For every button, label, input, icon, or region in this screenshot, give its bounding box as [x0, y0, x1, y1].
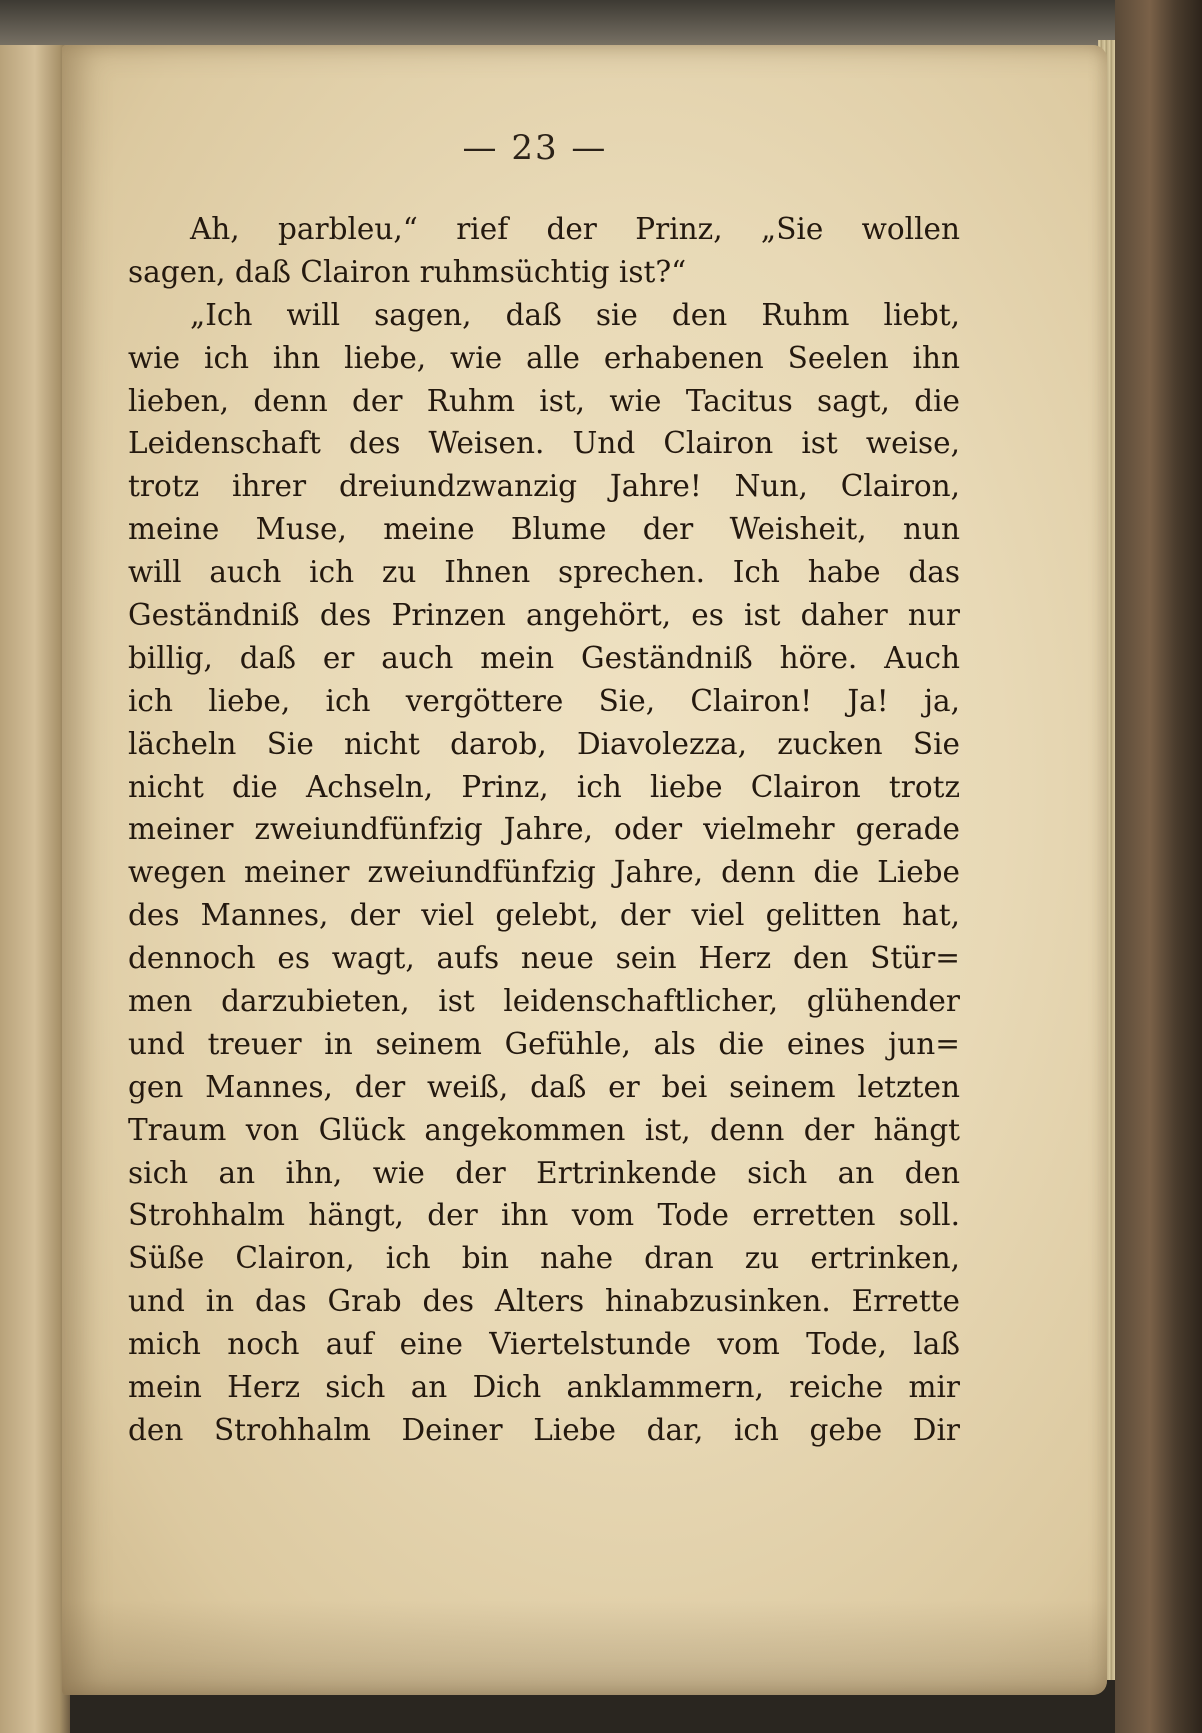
text-line: ich liebe, ich vergöttere Sie, Clairon! Ja! ja, [128, 683, 960, 718]
text-line: Geständniß des Prinzen angehört, es ist daher nur [128, 598, 960, 633]
text-line: sagen, daß Clairon ruhmsüchtig ist?“ [128, 254, 687, 289]
text-line: lächeln Sie nicht darob, Diavolezza, zucken Sie [128, 726, 960, 761]
text-line: des Mannes, der viel gelebt, der viel gelitten hat, [128, 898, 960, 933]
text-line: sich an ihn, wie der Ertrinkende sich an den [128, 1155, 960, 1190]
text-line: und in das Grab des Alters hinabzusinken. Errette [128, 1284, 960, 1319]
page-text [128, 208, 960, 1452]
text-line: Leidenschaft des Weisen. Und Clairon ist weise, [128, 426, 960, 461]
text-line: trotz ihrer dreiundzwanzig Jahre! Nun, Clairon, [128, 469, 960, 504]
text-line: wegen meiner zweiundfünfzig Jahre, denn die Liebe [128, 855, 960, 890]
text-line: nicht die Achseln, Prinz, ich liebe Clairon trotz [128, 769, 960, 804]
text-line: dennoch es wagt, aufs neue sein Herz den Stür= [128, 941, 960, 976]
text-line: Süße Clairon, ich bin nahe dran zu ertrinken, [128, 1241, 960, 1276]
text-line: men darzubieten, ist leidenschaftlicher, glühender [128, 984, 960, 1019]
text-line: Traum von Glück angekommen ist, denn der hängt [128, 1112, 960, 1147]
page-shadow [62, 1600, 1107, 1695]
text-line: meine Muse, meine Blume der Weisheit, nun [128, 512, 960, 547]
text-line: will auch ich zu Ihnen sprechen. Ich habe das [128, 555, 960, 590]
text-line: Strohhalm hängt, der ihn vom Tode erretten soll. [128, 1198, 960, 1233]
text-line: gen Mannes, der weiß, daß er bei seinem letzten [128, 1069, 960, 1104]
text-line: meiner zweiundfünfzig Jahre, oder vielmehr gerade [128, 812, 960, 847]
text-line: billig, daß er auch mein Geständniß höre. Auch [128, 640, 960, 675]
text-line: den Strohhalm Deiner Liebe dar, ich gebe Dir [128, 1412, 960, 1447]
text-line: wie ich ihn liebe, wie alle erhabenen Seelen ihn [128, 340, 960, 375]
facing-page-edge [0, 45, 70, 1733]
text-line: und treuer in seinem Gefühle, als die eines jun= [128, 1026, 960, 1061]
book-cover [1115, 0, 1202, 1733]
page-number: — 23 — [462, 128, 608, 168]
text-line: Ah, parbleu,“ rief der Prinz, „Sie wollen [190, 212, 960, 246]
text-line: lieben, denn der Ruhm ist, wie Tacitus sagt, die [128, 383, 960, 418]
text-line: mein Herz sich an Dich anklammern, reiche mir [128, 1370, 960, 1405]
text-line: mich noch auf eine Viertelstunde vom Tode, laß [128, 1327, 960, 1362]
text-line: „Ich will sagen, daß sie den Ruhm liebt, [190, 297, 960, 332]
